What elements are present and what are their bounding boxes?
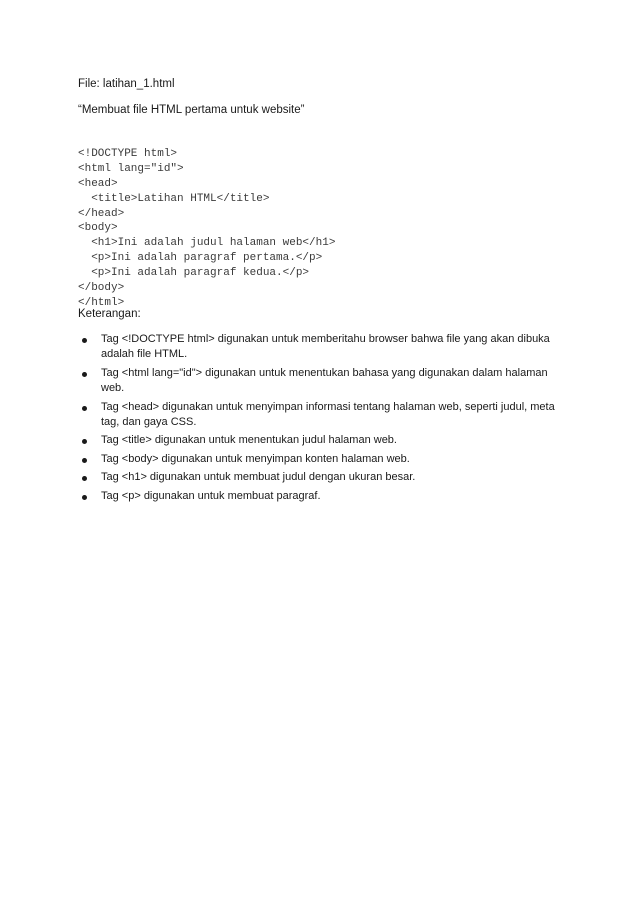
note-item: [78, 452, 558, 467]
note-text: Tag <h1> digunakan untuk membuat judul dengan ukuran besar.: [101, 471, 416, 484]
bullet-icon: [82, 458, 87, 463]
bullet-icon: [82, 406, 87, 411]
bullet-icon: [82, 439, 87, 444]
note-text: Tag <title> digunakan untuk menentukan judul halaman web.: [101, 434, 397, 447]
code-line: </html>: [78, 296, 125, 309]
note-item: [78, 489, 558, 504]
note-text: Tag <head> digunakan untuk menyimpan informasi tentang halaman web, seperti judul, meta tag, dan gaya CSS.: [101, 400, 555, 429]
note-item: [78, 400, 558, 431]
note-item: [78, 433, 558, 448]
file-name-line: File: latihan_1.html: [78, 78, 175, 90]
note-text: Tag <p> digunakan untuk membuat paragraf.: [101, 489, 321, 502]
code-line: <p>Ini adalah paragraf pertama.</p>: [78, 252, 323, 265]
code-line: <h1>Ini adalah judul halaman web</h1>: [78, 237, 336, 250]
code-line: <!DOCTYPE html>: [78, 148, 178, 160]
note-item: [78, 470, 558, 485]
code-line: <p>Ini adalah paragraf kedua.</p>: [78, 267, 310, 280]
bullet-icon: [82, 476, 87, 481]
note-text: Tag <html lang="id"> digunakan untuk menentukan bahasa yang digunakan dalam halaman web.: [101, 366, 548, 395]
code-line: </body>: [78, 282, 125, 295]
bullet-icon: [82, 495, 87, 500]
note-item: [78, 366, 558, 397]
note-text: Tag <!DOCTYPE html> digunakan untuk memberitahu browser bahwa file yang akan dibuka adalah file HTML.: [101, 333, 550, 361]
note-item: [78, 332, 558, 363]
bullet-icon: [82, 338, 87, 343]
notes-list: [78, 332, 558, 507]
code-line: <head>: [78, 177, 118, 190]
code-block: [78, 147, 335, 311]
note-text: Tag <body> digunakan untuk menyimpan konten halaman web.: [101, 452, 410, 465]
code-line: <html lang="id">: [78, 162, 184, 175]
code-line: </head>: [78, 207, 125, 220]
bullet-icon: [82, 372, 87, 377]
notes-heading: Keterangan:: [78, 308, 141, 320]
code-line: <body>: [78, 222, 118, 235]
document-subtitle: “Membuat file HTML pertama untuk website”: [78, 104, 305, 116]
code-line: <title>Latihan HTML</title>: [78, 192, 270, 205]
